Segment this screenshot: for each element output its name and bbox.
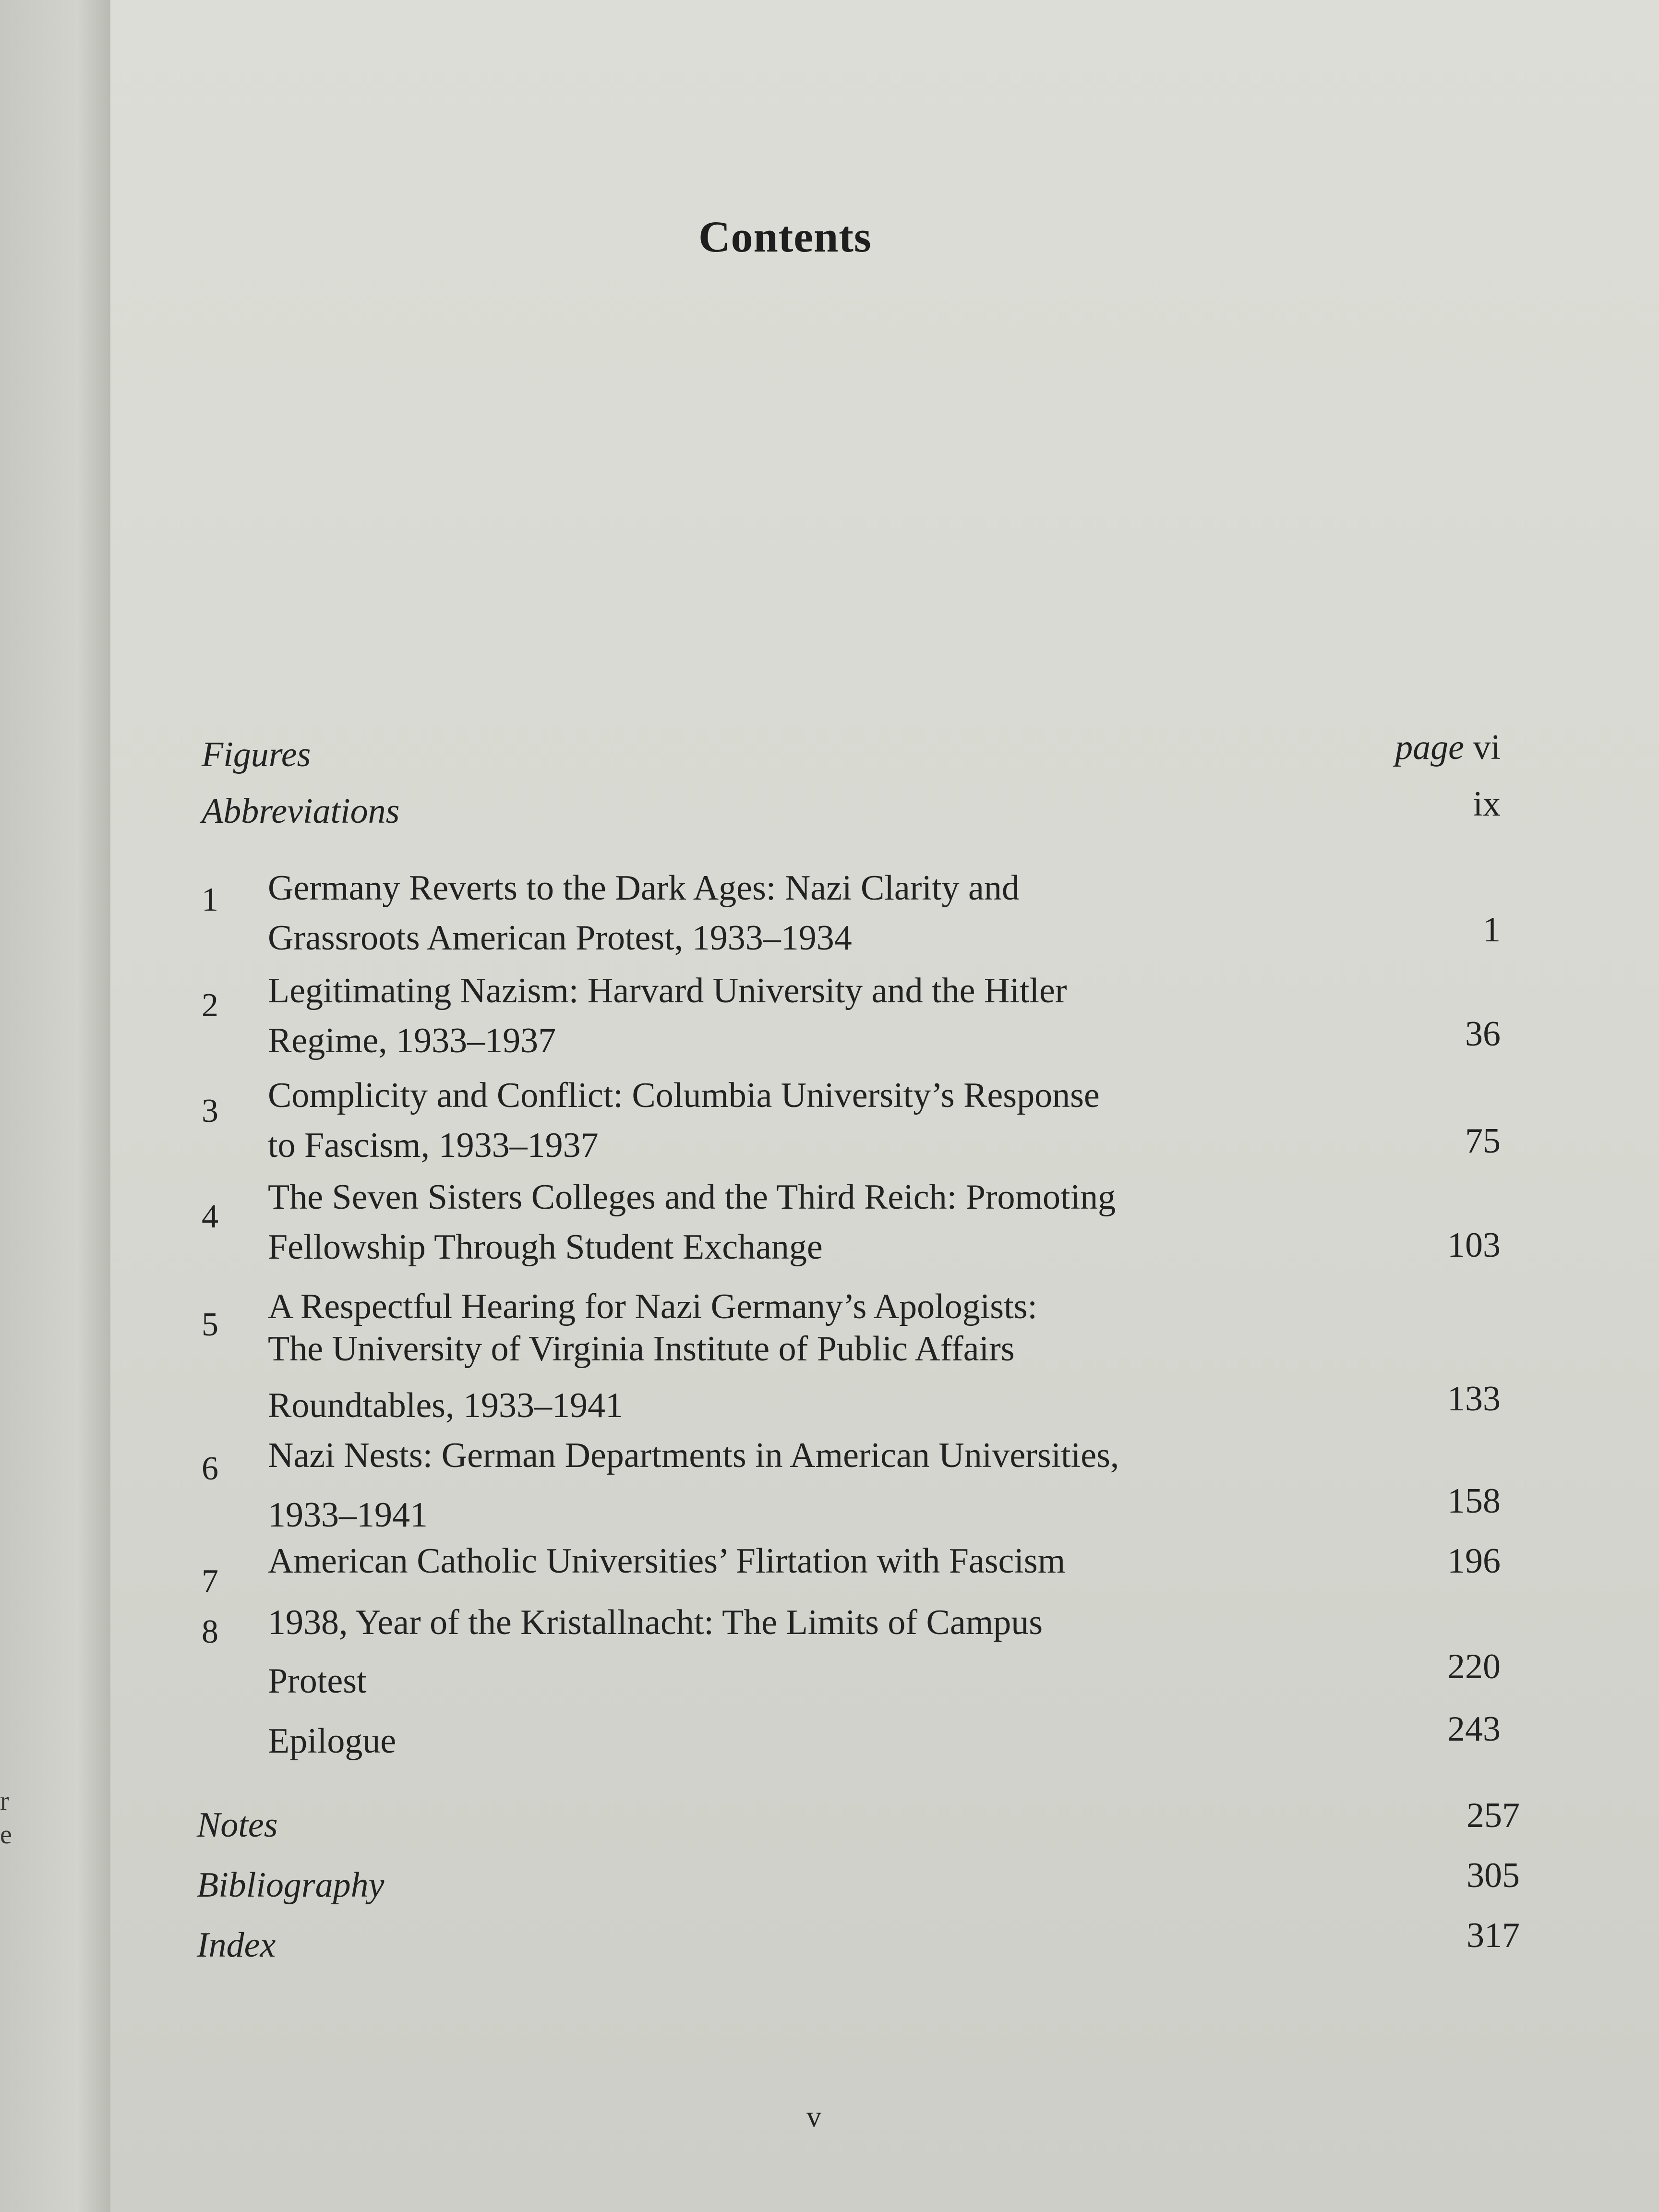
chapter-title-line: 1933–1941 bbox=[268, 1495, 428, 1535]
page-number: vi bbox=[1473, 728, 1501, 767]
contents-page bbox=[110, 0, 1659, 2212]
chapter-number: 8 bbox=[202, 1613, 218, 1650]
chapter-title-line: Germany Reverts to the Dark Ages: Nazi Clarity and bbox=[268, 868, 1020, 908]
toc-entry-page: ix bbox=[1473, 784, 1501, 824]
chapter-page: 158 bbox=[1447, 1481, 1501, 1521]
chapter-number: 1 bbox=[202, 881, 218, 918]
page-folio: v bbox=[806, 2101, 821, 2133]
chapter-title-line: to Fascism, 1933–1937 bbox=[268, 1126, 599, 1165]
toc-entry-label: Notes bbox=[197, 1805, 278, 1845]
toc-entry-page: 317 bbox=[1467, 1916, 1520, 1955]
chapter-number: 3 bbox=[202, 1093, 218, 1130]
toc-entry-page bbox=[1395, 727, 1501, 768]
chapter-title-line: Legitimating Nazism: Harvard University and the Hitler bbox=[268, 971, 1067, 1010]
chapter-page: 75 bbox=[1465, 1121, 1501, 1161]
chapter-title-line: Protest bbox=[268, 1661, 367, 1701]
chapter-title-line: A Respectful Hearing for Nazi Germany’s Apologists: bbox=[268, 1287, 1037, 1326]
chapter-title-line: Complicity and Conflict: Columbia University’s Response bbox=[268, 1076, 1100, 1115]
toc-entry-page: 243 bbox=[1447, 1709, 1501, 1749]
toc-entry-label: Figures bbox=[202, 735, 311, 774]
toc-entry-label: Epilogue bbox=[268, 1721, 397, 1761]
chapter-title-line: 1938, Year of the Kristallnacht: The Limits of Campus bbox=[268, 1603, 1043, 1642]
chapter-number: 2 bbox=[202, 987, 218, 1024]
chapter-number: 4 bbox=[202, 1198, 218, 1235]
facing-page-fragment: e bbox=[0, 1820, 12, 1850]
page-prefix: page bbox=[1395, 728, 1464, 767]
facing-page bbox=[0, 0, 110, 2212]
chapter-title-line: Regime, 1933–1937 bbox=[268, 1021, 556, 1060]
chapter-title-line: Roundtables, 1933–1941 bbox=[268, 1386, 623, 1425]
toc-entry-label: Index bbox=[197, 1925, 276, 1965]
chapter-page: 220 bbox=[1447, 1647, 1501, 1686]
chapter-number: 7 bbox=[202, 1563, 218, 1600]
chapter-title-line: The Seven Sisters Colleges and the Third Reich: Promoting bbox=[268, 1178, 1116, 1217]
chapter-title-line: Fellowship Through Student Exchange bbox=[268, 1227, 823, 1267]
chapter-title-line: American Catholic Universities’ Flirtation with Fascism bbox=[268, 1541, 1066, 1581]
toc-entry-label: Bibliography bbox=[197, 1865, 385, 1905]
chapter-number: 6 bbox=[202, 1450, 218, 1487]
toc-entry-page: 257 bbox=[1467, 1796, 1520, 1835]
toc-entry-page: 305 bbox=[1467, 1856, 1520, 1895]
page-title: Contents bbox=[698, 212, 872, 261]
chapter-page: 1 bbox=[1483, 910, 1501, 950]
toc-entry-label: Abbreviations bbox=[202, 792, 400, 831]
chapter-page: 133 bbox=[1447, 1379, 1501, 1419]
chapter-page: 103 bbox=[1447, 1226, 1501, 1265]
chapter-number: 5 bbox=[202, 1306, 218, 1343]
chapter-title-line: Grassroots American Protest, 1933–1934 bbox=[268, 918, 852, 958]
facing-page-fragment: r bbox=[0, 1786, 9, 1816]
chapter-title-line: Nazi Nests: German Departments in American Universities, bbox=[268, 1436, 1119, 1475]
chapter-page: 196 bbox=[1447, 1541, 1501, 1581]
chapter-title-line: The University of Virginia Institute of Public Affairs bbox=[268, 1329, 1015, 1369]
chapter-page: 36 bbox=[1465, 1014, 1501, 1054]
